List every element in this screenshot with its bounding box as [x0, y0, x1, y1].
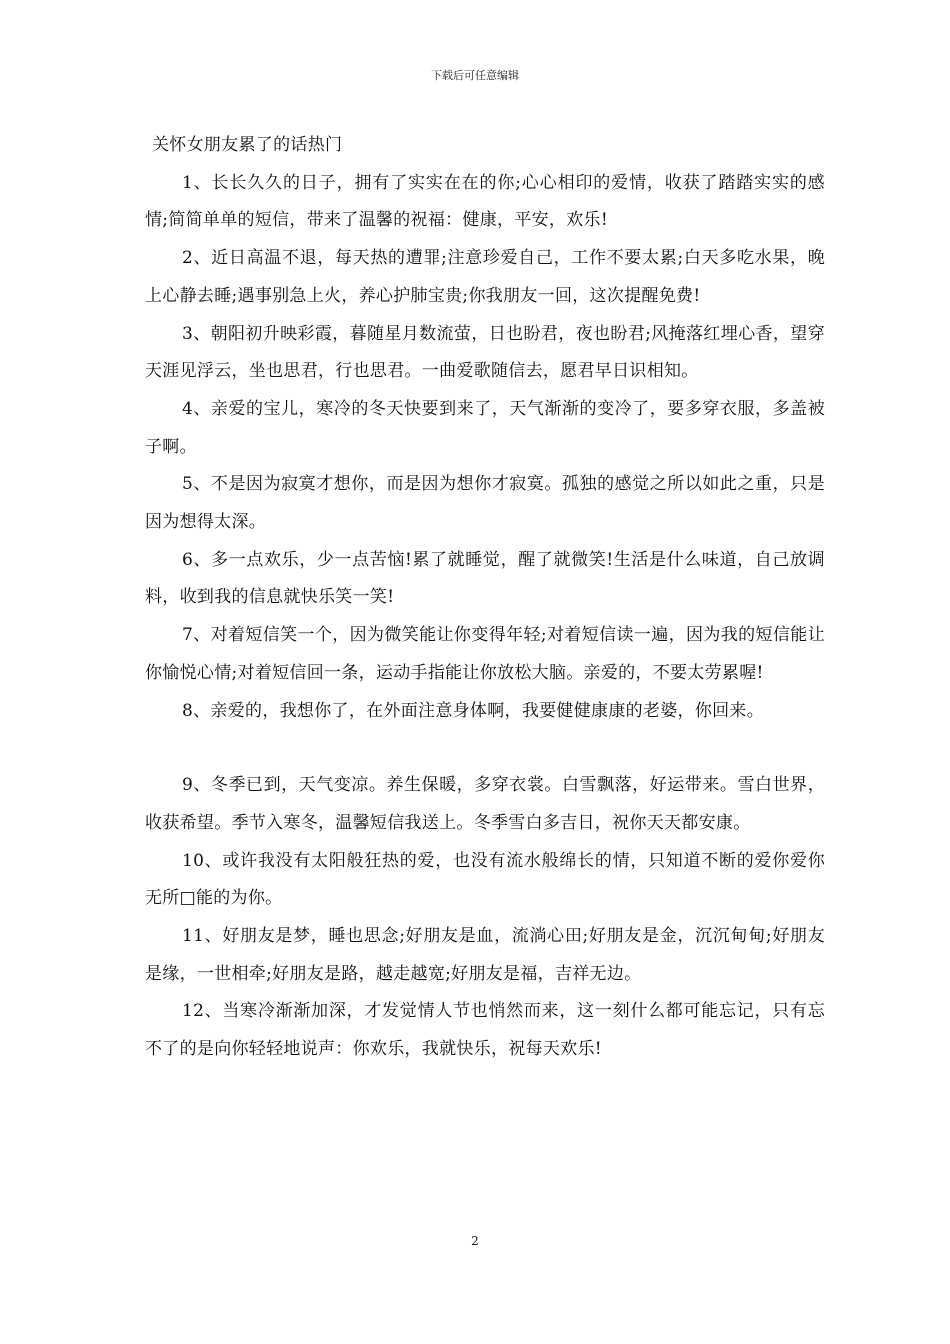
paragraph-1: 1、长长久久的日子，拥有了实实在在的你;心心相印的爱情，收获了踏踏实实的感情;简简单单的短信，带来了温馨的祝福：健康，平安，欢乐! [145, 172, 825, 231]
paragraph-12: 12、当寒冷渐渐加深，才发觉情人节也悄然而来，这一刻什么都可能忘记，只有忘不了的是向你轻轻地说声：你欢乐，我就快乐，祝每天欢乐! [145, 1001, 825, 1060]
paragraph-5: 5、不是因为寂寞才想你，而是因为想你才寂寞。孤独的感觉之所以如此之重，只是因为想得太深。 [145, 474, 825, 533]
paragraph-8: 8、亲爱的，我想你了，在外面注意身体啊，我要健健康康的老婆，你回来。 [182, 700, 765, 721]
document-body [145, 127, 825, 1069]
paragraph-6: 6、多一点欢乐，少一点苦恼!累了就睡觉，醒了就微笑!生活是什么味道，自己放调料，收到我的信息就快乐笑一笑! [145, 549, 825, 608]
paragraph-4: 4、亲爱的宝儿，寒冷的冬天快要到来了，天气渐渐的变冷了，要多穿衣服，多盖被子啊。 [145, 398, 825, 457]
paragraph-2: 2、近日高温不退，每天热的遭罪;注意珍爱自己，工作不要太累;白天多吃水果，晚上心静去睡;遇事别急上火，养心护肺宝贵;你我朋友一回，这次提醒免费! [145, 248, 825, 306]
document-title: 关怀女朋友累了的话热门 [152, 135, 343, 155]
paragraph-9: 9、冬季已到，天气变凉。养生保暖，多穿衣裳。白雪飘落，好运带来。雪白世界，收获希望。季节入寒冬，温馨短信我送上。冬季雪白多吉日，祝你天天都安康。 [145, 775, 825, 833]
page-header: 下载后可任意编辑 [431, 69, 519, 82]
page-number: 2 [471, 1234, 479, 1248]
paragraph-7: 7、对着短信笑一个，因为微笑能让你变得年轻;对着短信读一遍，因为我的短信能让你愉悦心情;对着短信回一条，运动手指能让你放松大脑。亲爱的，不要太劳累喔! [145, 625, 825, 683]
paragraph-3: 3、朝阳初升映彩霞，暮随星月数流萤，日也盼君，夜也盼君;风掩落红埋心香，望穿天涯见浮云，坐也思君，行也思君。一曲爱歌随信去，愿君早日识相知。 [145, 323, 825, 382]
paragraph-10: 10、或许我没有太阳般狂热的爱，也没有流水般绵长的情，只知道不断的爱你爱你无所□能的为你。 [145, 850, 825, 909]
paragraph-11: 11、好朋友是梦，睡也思念;好朋友是血，流淌心田;好朋友是金，沉沉甸甸;好朋友是缘，一世相牵;好朋友是路，越走越宽;好朋友是福，吉祥无边。 [145, 926, 825, 984]
